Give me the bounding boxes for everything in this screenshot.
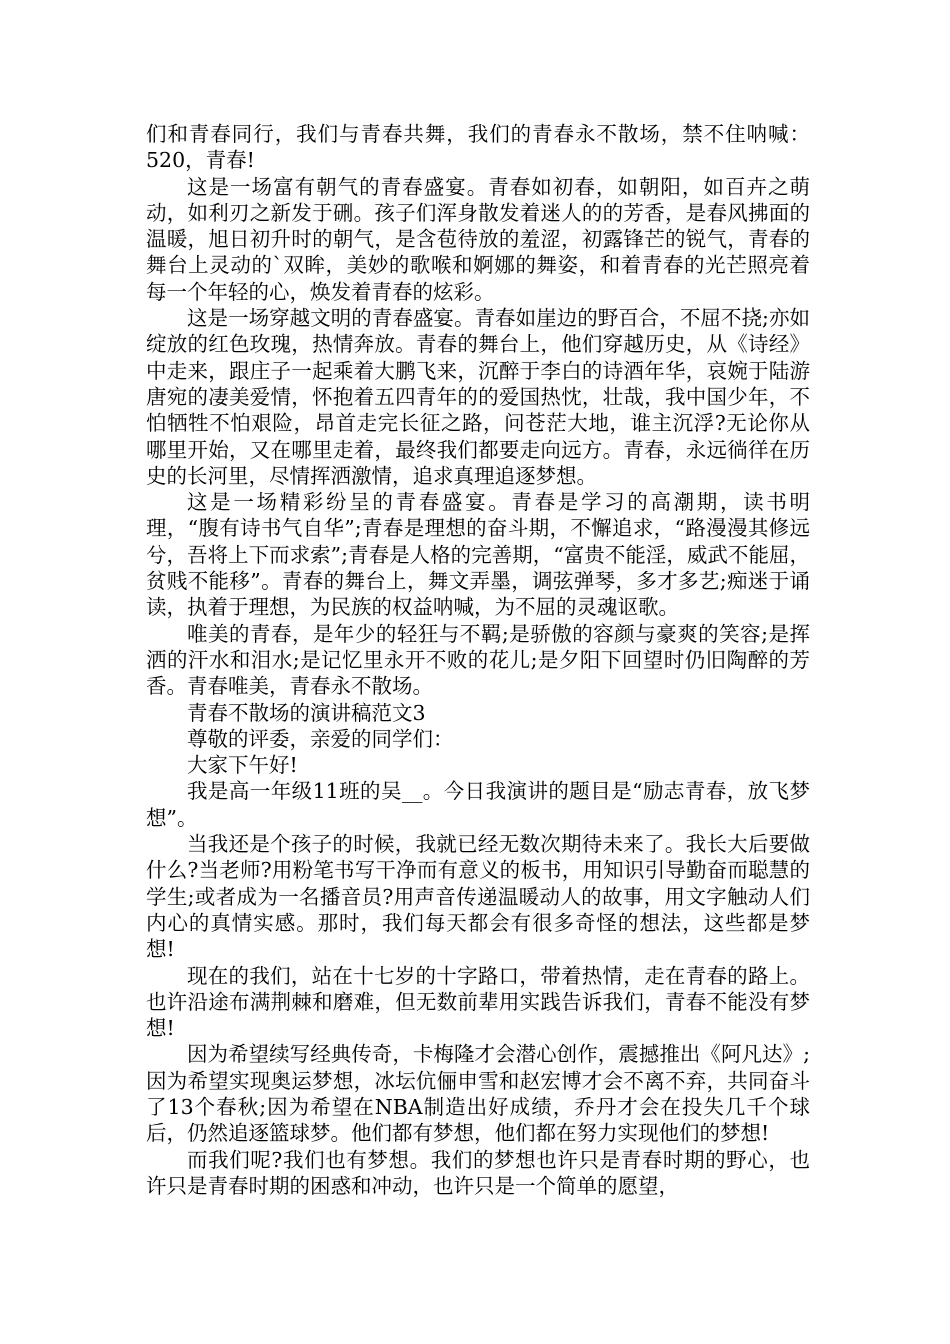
paragraph: 现在的我们，站在十七岁的十字路口，带着热情，走在青春的路上。也许沿途布满荆棘和磨难，但无数前辈用实践告诉我们，青春不能没有梦想!: [146, 963, 810, 1041]
paragraph: 因为希望续写经典传奇，卡梅隆才会潜心创作，震撼推出《阿凡达》;因为希望实现奥运梦想，冰坛伉俪申雪和赵宏博才会不离不弃，共同奋斗了13个春秋;因为希望在NBA制造出好成绩，乔丹才会在投失几千个球后，仍然追逐篮球梦。他们都有梦想，他们都在努力实现他们的梦想!: [146, 1042, 810, 1146]
paragraph: 这是一场精彩纷呈的青春盛宴。青春是学习的高潮期，读书明理，“腹有诗书气自华”;青春是理想的奋斗期，不懈追求，“路漫漫其修远兮，吾将上下而求索”;青春是人格的完善期，“富贵不能淫，威武不能屈，贫贱不能移”。青春的舞台上，舞文弄墨，调弦弹琴，多才多艺;痴迷于诵读，执着于理想，为民族的权益呐喊，为不屈的灵魂讴歌。: [146, 490, 810, 620]
paragraph: 而我们呢?我们也有梦想。我们的梦想也许只是青春时期的野心，也许只是青春时期的困惑和冲动，也许只是一个简单的愿望，: [146, 1147, 810, 1198]
paragraph: 这是一场富有朝气的青春盛宴。青春如初春，如朝阳，如百卉之萌动，如利刃之新发于硎。孩子们浑身散发着迷人的的芳香，是春风拂面的温暖，旭日初升时的朝气，是含苞待放的羞涩，初露锋芒的锐气，青春的舞台上灵动的`双眸，美妙的歌喉和婀娜的舞姿，和着青春的光芒照亮着每一个年轻的心，焕发着青春的炫彩。: [146, 174, 810, 304]
paragraph: 唯美的青春，是年少的轻狂与不羁;是骄傲的容颜与豪爽的笑容;是挥洒的汗水和泪水;是记忆里永开不败的花儿;是夕阳下回望时仍旧陶醉的芳香。青春唯美，青春永不散场。: [146, 621, 810, 699]
paragraph: 当我还是个孩子的时候，我就已经无数次期待未来了。我长大后要做什么?当老师?用粉笔书写干净而有意义的板书，用知识引导勤奋而聪慧的学生;或者成为一名播音员?用声音传递温暖动人的故事，用文字触动人们内心的真情实感。那时，我们每天都会有很多奇怪的想法，这些都是梦想!: [146, 832, 810, 962]
document-body: [146, 121, 810, 1199]
paragraph: 这是一场穿越文明的青春盛宴。青春如崖边的野百合，不屈不挠;亦如绽放的红色玫瑰，热情奔放。青春的舞台上，他们穿越历史，从《诗经》中走来，跟庄子一起乘着大鹏飞来，沉醉于李白的诗酒年华，哀婉于陆游唐宛的凄美爱情，怀抱着五四青年的的爱国热忱，壮哉，我中国少年，不怕牺牲不怕艰险，昂首走完长征之路，问苍茫大地，谁主沉浮?无论你从哪里开始，又在哪里走着，最终我们都要走向远方。青春，永远徜徉在历史的长河里，尽情挥洒激情，追求真理追逐梦想。: [146, 306, 810, 488]
paragraph: 们和青春同行，我们与青春共舞，我们的青春永不散场，禁不住呐喊：520，青春!: [146, 122, 810, 173]
greeting: 大家下午好!: [187, 753, 298, 778]
salutation: 尊敬的评委，亲爱的同学们：: [187, 726, 454, 751]
section-title: 青春不散场的演讲稿范文3: [187, 700, 426, 725]
paragraph: 我是高一年级11班的吴__。今日我演讲的题目是“励志青春，放飞梦想”。: [146, 779, 810, 830]
